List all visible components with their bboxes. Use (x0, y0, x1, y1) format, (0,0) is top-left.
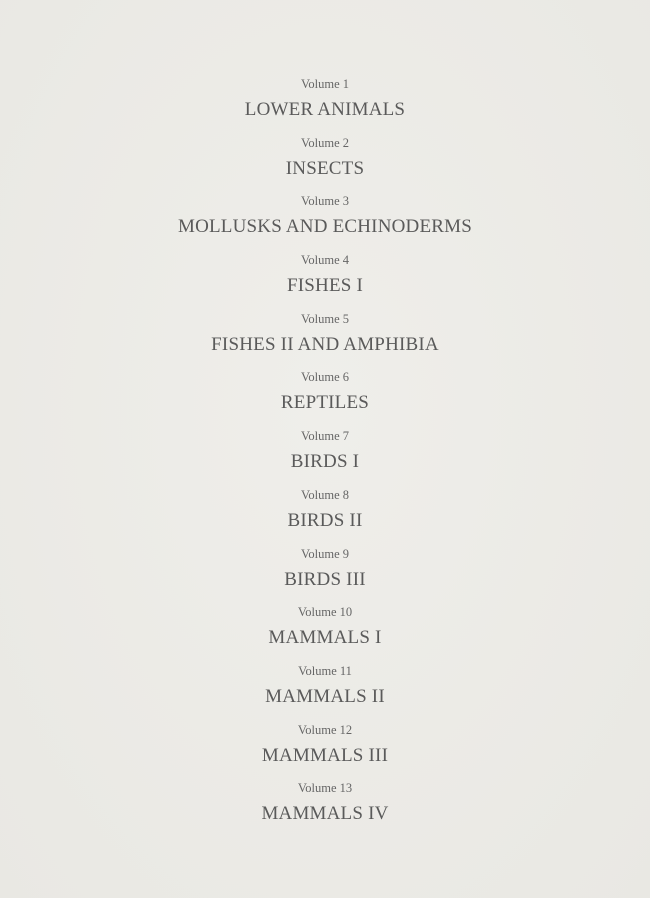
volume-number: Volume 4 (300, 253, 350, 268)
volume-number: Volume 12 (297, 722, 353, 737)
volume-number: Volume 13 (297, 781, 353, 796)
volume-entry (0, 778, 650, 837)
volume-number: Volume 11 (298, 663, 352, 678)
volume-number: Volume 9 (300, 546, 350, 561)
volume-entry (0, 720, 650, 779)
volume-title: BIRDS II (287, 509, 363, 531)
volume-entry (0, 602, 650, 661)
volume-title: BIRDS I (290, 451, 360, 473)
volume-title: MAMMALS IV (261, 803, 389, 825)
volume-title: MAMMALS I (268, 627, 382, 649)
volume-entry (0, 485, 650, 544)
volume-entry (0, 250, 650, 309)
volume-number: Volume 5 (300, 311, 350, 326)
volume-number: Volume 8 (300, 487, 350, 502)
volume-title: MAMMALS III (261, 744, 389, 766)
volume-entry (0, 426, 650, 485)
volume-number: Volume 7 (300, 429, 350, 444)
volume-entry (0, 133, 650, 192)
volume-number: Volume 2 (300, 135, 350, 150)
volume-title: FISHES II AND AMPHIBIA (211, 333, 439, 355)
volume-title: MOLLUSKS AND ECHINODERMS (177, 216, 473, 238)
volume-number: Volume 3 (300, 194, 350, 209)
volume-title: FISHES I (286, 275, 364, 297)
volume-number: Volume 1 (300, 77, 350, 91)
volume-number: Volume 10 (297, 605, 353, 620)
volume-title: REPTILES (280, 392, 370, 414)
volume-entry (0, 191, 650, 250)
volume-entry (0, 74, 650, 133)
volume-title: MAMMALS II (265, 685, 385, 707)
volume-number: Volume 6 (300, 370, 350, 385)
volume-entry (0, 661, 650, 720)
volume-title: BIRDS III (284, 568, 366, 590)
volume-entry (0, 367, 650, 426)
volume-entry (0, 309, 650, 368)
volume-list (0, 74, 650, 837)
volume-title: LOWER ANIMALS (244, 99, 406, 120)
volume-entry (0, 544, 650, 603)
volume-title: INSECTS (285, 157, 365, 179)
